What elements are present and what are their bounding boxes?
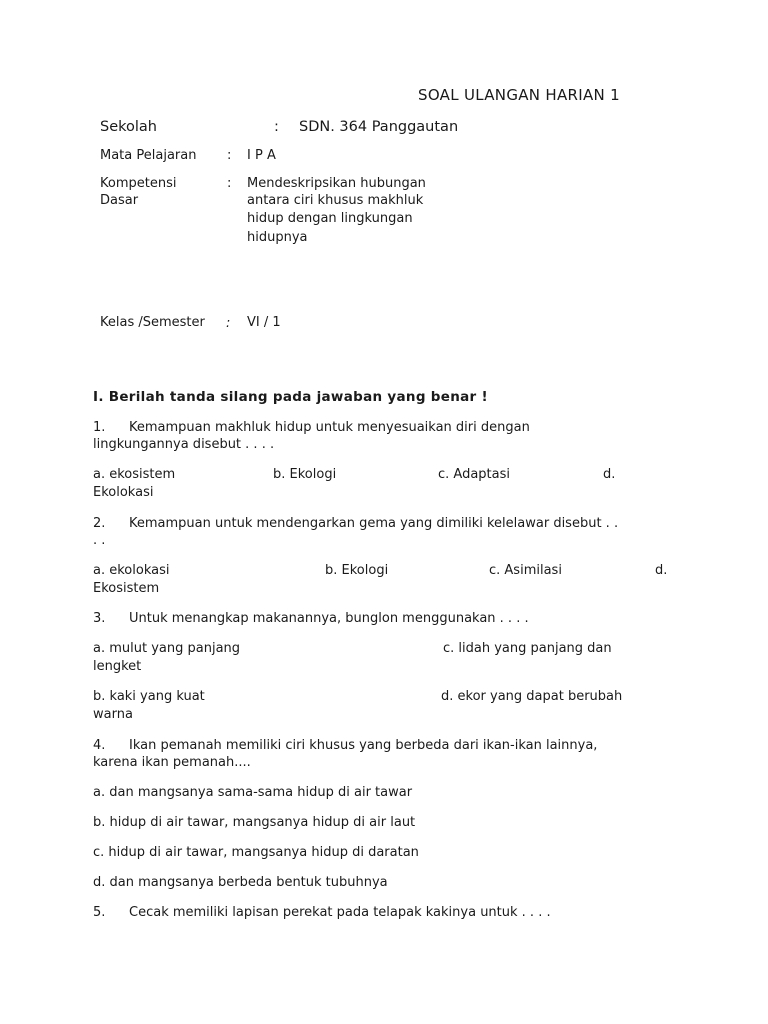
kd-colon: : — [227, 176, 232, 191]
question-3-option-d: d. ekor yang dapat berubah — [441, 689, 623, 704]
question-4-text-line2: karena ikan pemanah.... — [93, 755, 251, 770]
class-colon: : — [226, 316, 231, 331]
question-4-text-line1: Ikan pemanah memiliki ciri khusus yang berbeda dari ikan-ikan lainnya, — [129, 738, 598, 753]
question-2-option-b: b. Ekologi — [325, 563, 389, 578]
kd-value-line2: antara ciri khusus makhluk — [247, 193, 424, 208]
question-5-number: 5. — [93, 905, 106, 920]
question-1-option-d-cont: Ekolokasi — [93, 485, 154, 500]
kd-label-line2: Dasar — [100, 193, 139, 208]
question-4-number: 4. — [93, 738, 106, 753]
kd-value-line4: hidupnya — [247, 230, 308, 245]
kd-value-line3: hidup dengan lingkungan — [247, 211, 413, 226]
section-heading: I. Berilah tanda silang pada jawaban yang benar ! — [93, 389, 488, 405]
question-4-option-c: c. hidup di air tawar, mangsanya hidup di daratan — [93, 845, 419, 860]
question-1-option-b: b. Ekologi — [273, 467, 337, 482]
school-value: SDN. 364 Panggautan — [299, 119, 459, 135]
question-3-text-line1: Untuk menangkap makanannya, bunglon menggunakan . . . . — [129, 611, 529, 626]
question-4-option-b: b. hidup di air tawar, mangsanya hidup di air laut — [93, 815, 416, 830]
question-3-option-a: a. mulut yang panjang — [93, 641, 241, 656]
document-title: SOAL ULANGAN HARIAN 1 — [418, 86, 620, 104]
class-value: VI / 1 — [247, 315, 281, 330]
subject-label: Mata Pelajaran — [100, 148, 197, 163]
question-2-text-line1: Kemampuan untuk mendengarkan gema yang dimiliki kelelawar disebut . . — [129, 516, 619, 531]
school-colon: : — [274, 119, 279, 135]
question-4-option-a: a. dan mangsanya sama-sama hidup di air tawar — [93, 785, 413, 800]
question-1-text-line1: Kemampuan makhluk hidup untuk menyesuaikan diri dengan — [129, 420, 530, 435]
question-2-option-c: c. Asimilasi — [489, 563, 562, 578]
kd-value-line1: Mendeskripsikan hubungan — [247, 176, 426, 191]
question-1-text-line2: lingkungannya disebut . . . . — [93, 437, 275, 452]
question-1-number: 1. — [93, 420, 106, 435]
question-2-number: 2. — [93, 516, 106, 531]
question-1-option-a: a. ekosistem — [93, 467, 176, 482]
subject-colon: : — [227, 148, 232, 163]
question-5-text-line1: Cecak memiliki lapisan perekat pada telapak kakinya untuk . . . . — [129, 905, 551, 920]
question-3-option-c: c. lidah yang panjang dan — [443, 641, 612, 656]
question-1-option-d: d. — [603, 467, 616, 482]
question-2-text-line2: . . — [93, 533, 106, 548]
class-label: Kelas /Semester — [100, 315, 205, 330]
question-2-option-d: d. — [655, 563, 668, 578]
question-3-number: 3. — [93, 611, 106, 626]
question-4-option-d: d. dan mangsanya berbeda bentuk tubuhnya — [93, 875, 388, 890]
kd-label-line1: Kompetensi — [100, 176, 177, 191]
question-3-option-c-cont: lengket — [93, 659, 142, 674]
school-label: Sekolah — [100, 119, 157, 135]
subject-value: I P A — [247, 148, 276, 163]
question-3-option-b: b. kaki yang kuat — [93, 689, 205, 704]
question-2-option-d-cont: Ekosistem — [93, 581, 160, 596]
question-1-option-c: c. Adaptasi — [438, 467, 510, 482]
question-3-option-d-cont: warna — [93, 707, 133, 722]
question-2-option-a: a. ekolokasi — [93, 563, 170, 578]
